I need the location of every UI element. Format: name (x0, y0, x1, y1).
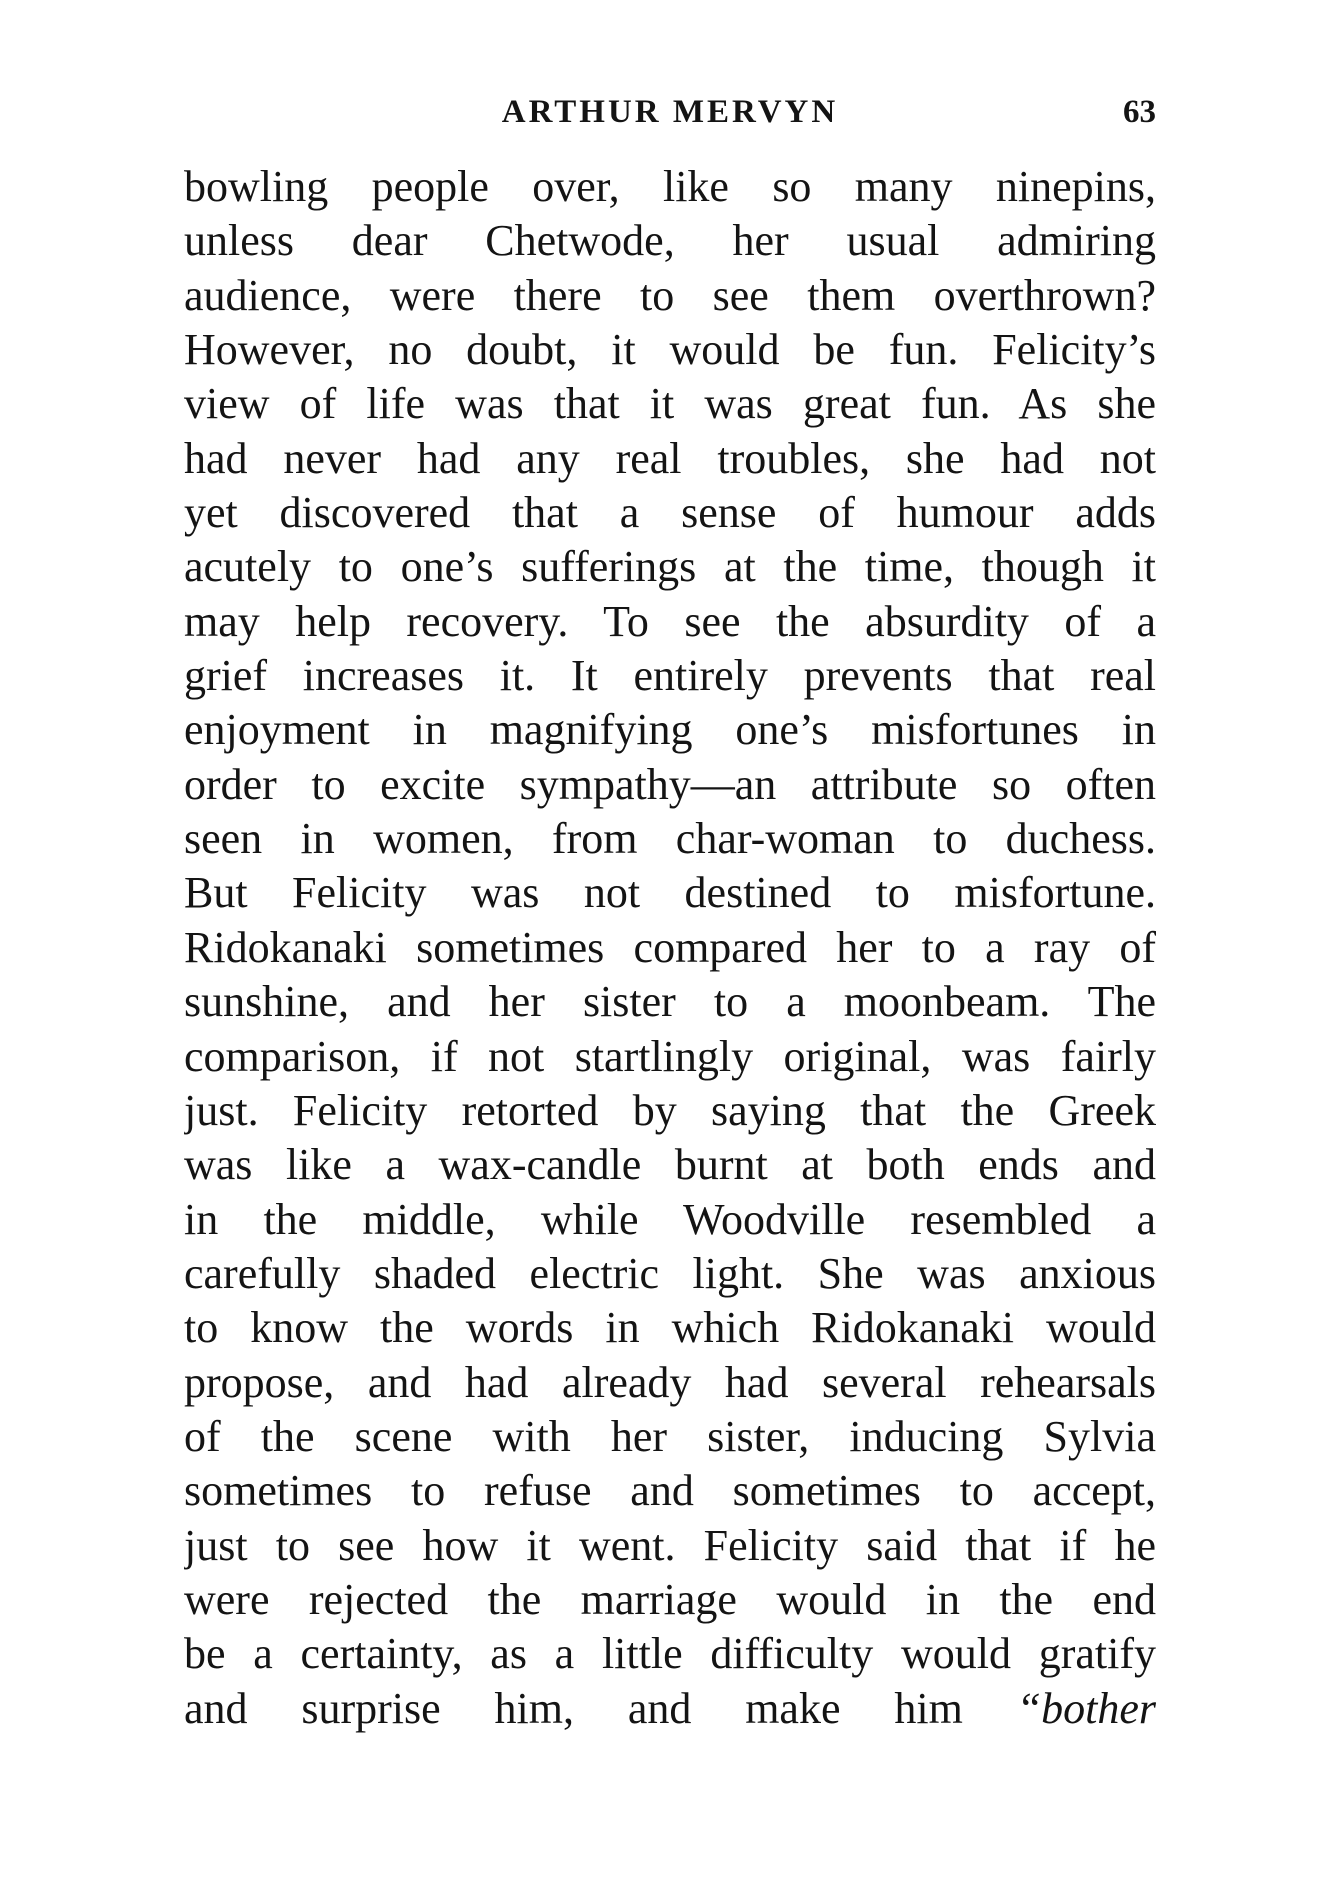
page-number: 63 (1123, 94, 1156, 130)
text-line: enjoyment in magnifying one’s misfortunes in (184, 705, 1156, 755)
text-line: unless dear Chetwode, her usual admiring (184, 216, 1156, 266)
text-line: Ridokanaki sometimes compared her to a ray of (184, 922, 1156, 972)
text-line: However, no doubt, it would be fun. Felicity’s (184, 325, 1156, 375)
text-line: order to excite sympathy—an attribute so often (184, 759, 1156, 809)
body-text (184, 160, 1156, 1736)
text-line: bowling people over, like so many ninepins, (184, 162, 1156, 211)
text-line: be a certainty, as a little difficulty would gratify (184, 1629, 1156, 1679)
text-line: sometimes to refuse and sometimes to accept, (184, 1466, 1156, 1516)
last-line-italic: “bother (1016, 1683, 1156, 1733)
page-header (184, 88, 1156, 136)
text-line: propose, and had already had several rehearsals (184, 1357, 1156, 1407)
text-line: comparison, if not startlingly original, was fairly (184, 1031, 1156, 1081)
running-title: ARTHUR MERVYN (501, 94, 839, 130)
text-line: seen in women, from char-woman to duchess. (184, 814, 1156, 864)
text-line: carefully shaded electric light. She was anxious (184, 1248, 1156, 1298)
text-line: was like a wax-candle burnt at both ends and (184, 1140, 1156, 1190)
text-line: view of life was that it was great fun. As she (184, 379, 1156, 429)
text-line: just. Felicity retorted by saying that the Greek (184, 1085, 1156, 1135)
text-line: But Felicity was not destined to misfortune. (184, 868, 1156, 918)
text-line: to know the words in which Ridokanaki would (184, 1303, 1156, 1353)
text-line: may help recovery. To see the absurdity of a (184, 596, 1156, 646)
text-line: audience, were there to see them overthrown? (184, 270, 1156, 320)
last-line-roman: and surprise him, and make him (184, 1683, 963, 1733)
text-line: in the middle, while Woodville resembled a (184, 1194, 1156, 1244)
text-line: of the scene with her sister, inducing Sylvia (184, 1411, 1156, 1461)
text-line: were rejected the marriage would in the end (184, 1574, 1156, 1624)
text-line: had never had any real troubles, she had not (184, 433, 1156, 483)
text-line-last (184, 1682, 1156, 1736)
text-line: yet discovered that a sense of humour adds (184, 488, 1156, 538)
text-line: acutely to one’s sufferings at the time, though it (184, 542, 1156, 592)
text-line: sunshine, and her sister to a moonbeam. The (184, 977, 1156, 1027)
text-line: just to see how it went. Felicity said that if he (184, 1520, 1156, 1570)
text-line: grief increases it. It entirely prevents that real (184, 651, 1156, 701)
